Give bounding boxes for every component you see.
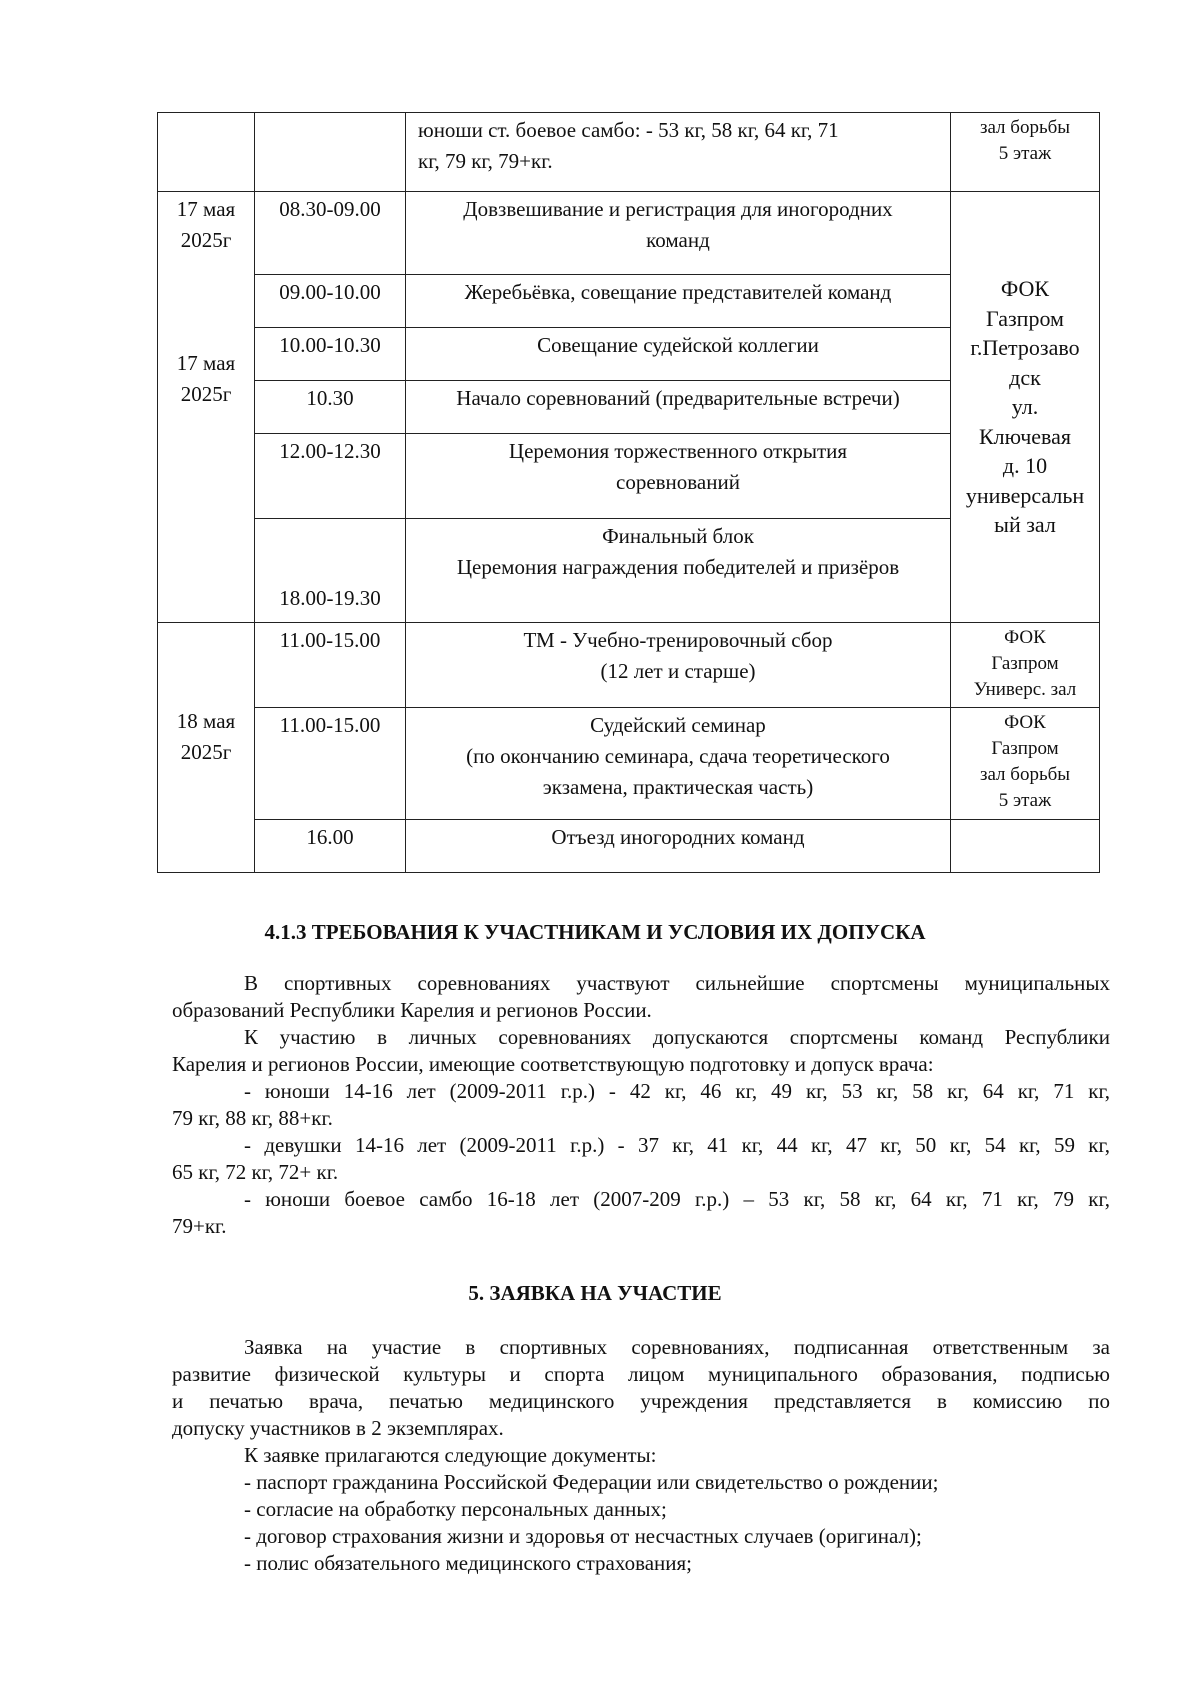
date-cell <box>158 623 255 873</box>
date-text: 17 мая <box>176 197 236 221</box>
place-text: универсальн <box>965 482 1085 508</box>
section-heading: 4.1.3 ТРЕБОВАНИЯ К УЧАСТНИКАМ И УСЛОВИЯ ИХ ДОПУСКА <box>264 920 926 944</box>
place-text: 5 этаж <box>998 790 1052 811</box>
event-text: юноши ст. боевое самбо: - 53 кг, 58 кг, 64 кг, 71 <box>418 118 839 142</box>
table-row <box>158 708 1100 820</box>
place-text: ФОК <box>1004 627 1046 648</box>
time-text: 18.00-19.30 <box>279 586 381 610</box>
time-text: 11.00-15.00 <box>279 628 381 652</box>
date-cell <box>158 113 255 192</box>
text-line: К заявке прилагаются следующие документы: <box>244 1443 657 1467</box>
schedule-table <box>157 112 1100 873</box>
text-line: 65 кг, 72 кг, 72+ кг. <box>172 1160 339 1184</box>
event-cell <box>406 113 951 192</box>
event-text: Совещание судейской коллегии <box>537 333 819 357</box>
place-text: Газпром <box>991 738 1059 759</box>
event-cell <box>406 519 951 623</box>
date-text: 2025г <box>180 382 232 406</box>
time-cell <box>255 113 406 192</box>
place-cell <box>951 623 1100 708</box>
list-item: - договор страхования жизни и здоровья от несчастных случаев (оригинал); <box>244 1524 922 1548</box>
event-text: команд <box>646 228 710 252</box>
time-cell <box>255 434 406 519</box>
event-text: (12 лет и старше) <box>600 659 756 683</box>
text-line: Карелия и регионов России, имеющие соответствующую подготовку и допуск врача: <box>172 1052 934 1076</box>
time-text: 12.00-12.30 <box>279 439 381 463</box>
event-text: соревнований <box>616 470 740 494</box>
place-text: д. 10 <box>1002 453 1048 478</box>
date-text: 2025г <box>180 739 232 764</box>
text-line: - девушки 14-16 лет (2009-2011 г.р.) - 37 кг, 41 кг, 44 кг, 47 кг, 50 кг, 54 кг, 59 кг, <box>244 1133 1110 1157</box>
text-line: - юноши 14-16 лет (2009-2011 г.р.) - 42 кг, 46 кг, 49 кг, 53 кг, 58 кг, 64 кг, 71 кг, <box>244 1079 1110 1103</box>
text-line: 79 кг, 88 кг, 88+кг. <box>172 1106 333 1130</box>
time-cell <box>255 708 406 820</box>
date-cell <box>158 192 255 623</box>
text-line: допуску участников в 2 экземплярах. <box>172 1416 504 1440</box>
event-text: ТМ - Учебно-тренировочный сбор <box>523 628 833 652</box>
event-text: Начало соревнований (предварительные встречи) <box>456 386 900 410</box>
list-item: - согласие на обработку персональных данных; <box>244 1497 667 1521</box>
date-text: 2025г <box>180 228 232 252</box>
event-cell <box>406 328 951 381</box>
event-cell <box>406 434 951 519</box>
place-text: Универс. зал <box>973 679 1077 700</box>
event-text: Церемония торжественного открытия <box>508 439 848 463</box>
event-text: Довзвешивание и регистрация для иногородних <box>463 197 893 221</box>
place-text: ул. <box>1011 394 1039 419</box>
paragraph <box>172 1334 1110 1577</box>
place-cell <box>951 820 1100 873</box>
time-cell <box>255 275 406 328</box>
event-cell <box>406 820 951 873</box>
place-cell <box>951 192 1100 623</box>
event-text: (по окончанию семинара, сдача теоретического <box>466 744 890 768</box>
text-line: - юноши боевое самбо 16-18 лет (2007-209 г.р.) – 53 кг, 58 кг, 64 кг, 71 кг, 79 кг, <box>244 1187 1110 1211</box>
place-text: ый зал <box>994 512 1056 537</box>
event-text: Жеребьёвка, совещание представителей команд <box>464 280 892 304</box>
event-text: Отъезд иногородних команд <box>551 825 805 849</box>
place-text: Ключевая <box>978 423 1072 449</box>
table-row <box>158 623 1100 708</box>
place-text: ФОК <box>1004 712 1046 733</box>
text-line: развитие физической культуры и спорта лицом муниципального образования, подписью <box>172 1362 1110 1386</box>
time-cell <box>255 192 406 275</box>
text-line: К участию в личных соревнованиях допускаются спортсмены команд Республики <box>244 1025 1110 1049</box>
place-text: ФОК <box>1000 276 1050 301</box>
table-row <box>158 113 1100 192</box>
place-text: Газпром <box>986 305 1064 331</box>
time-text: 09.00-10.00 <box>279 280 381 304</box>
text-line: 79+кг. <box>172 1214 227 1238</box>
date-text: 17 мая <box>176 351 236 375</box>
event-text: кг, 79 кг, 79+кг. <box>418 149 553 173</box>
place-text: 5 этаж <box>998 143 1052 164</box>
time-text: 08.30-09.00 <box>279 197 381 221</box>
event-cell <box>406 708 951 820</box>
place-cell <box>951 708 1100 820</box>
table-row <box>158 820 1100 873</box>
place-text: зал борьбы <box>979 117 1071 138</box>
event-cell <box>406 275 951 328</box>
text-line: образований Республики Карелия и регионов России. <box>172 998 652 1022</box>
event-text: Судейский семинар <box>590 713 766 737</box>
place-text: Газпром <box>991 653 1059 674</box>
event-text: Финальный блок <box>602 524 754 548</box>
event-cell <box>406 623 951 708</box>
time-cell <box>255 381 406 434</box>
text-line: и печатью врача, печатью медицинского учреждения представляется в комиссию по <box>172 1389 1110 1413</box>
section-heading: 5. ЗАЯВКА НА УЧАСТИЕ <box>468 1281 722 1305</box>
time-cell <box>255 623 406 708</box>
list-item: - полис обязательного медицинского страхования; <box>244 1551 692 1575</box>
time-text: 16.00 <box>306 825 354 849</box>
event-cell <box>406 192 951 275</box>
time-text: 10.00-10.30 <box>279 333 381 357</box>
text-line: Заявка на участие в спортивных соревнованиях, подписанная ответственным за <box>244 1335 1110 1359</box>
place-text: зал борьбы <box>979 764 1071 785</box>
table-row <box>158 192 1100 275</box>
event-text: Церемония награждения победителей и призёров <box>456 555 900 579</box>
event-cell <box>406 381 951 434</box>
place-cell <box>951 113 1100 192</box>
time-text: 10.30 <box>306 386 354 410</box>
paragraph <box>172 970 1110 1240</box>
time-cell <box>255 328 406 381</box>
text-line: В спортивных соревнованиях участвуют сильнейшие спортсмены муниципальных <box>244 971 1110 995</box>
time-cell <box>255 820 406 873</box>
time-cell <box>255 519 406 623</box>
time-text: 11.00-15.00 <box>279 713 381 737</box>
date-text: 18 мая <box>176 708 236 733</box>
place-text: г.Петрозаво <box>970 335 1080 360</box>
list-item: - паспорт гражданина Российской Федерации или свидетельство о рождении; <box>244 1470 939 1494</box>
event-text: экзамена, практическая часть) <box>542 775 814 799</box>
place-text: дск <box>1009 364 1041 390</box>
